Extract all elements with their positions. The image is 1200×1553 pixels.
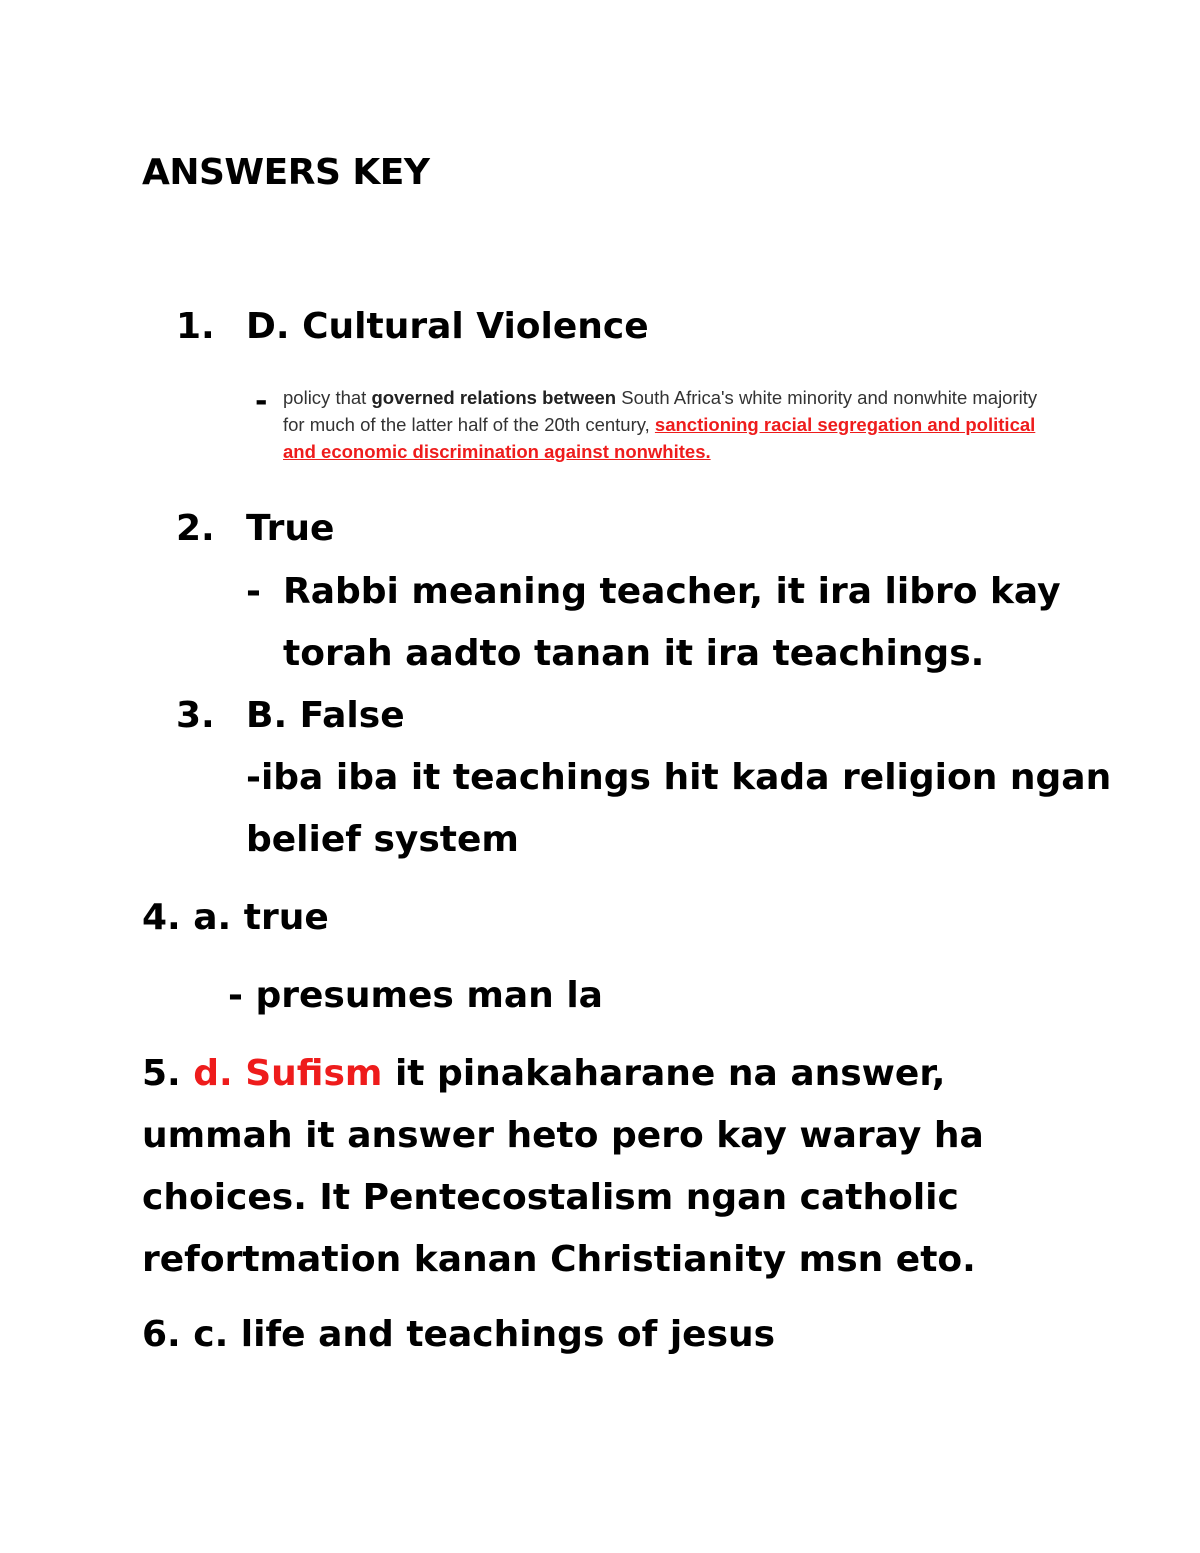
answer-2-dash: - (246, 571, 261, 612)
answer-number: 2. (176, 508, 215, 549)
answer-text: a. true (180, 897, 329, 938)
answer-highlight: d. Sufism (180, 1053, 383, 1094)
page-title: ANSWERS KEY (142, 152, 430, 193)
answer-number: 1. (176, 306, 215, 347)
explanation-text: South Africa's white minority and nonwhite majority for much of the latter half of the 20th century, (283, 387, 1038, 435)
answer-2-explanation-line2: torah aadto tanan it ira teachings. (283, 633, 985, 674)
answer-5-line3: choices. It Pentecostalism ngan catholic (142, 1177, 959, 1218)
answer-3-explanation-line2: belief system (246, 819, 519, 860)
answer-3-explanation-line1: -iba iba it teachings hit kada religion ngan (246, 757, 1112, 798)
answer-item-6: 6. c. life and teachings of jesus (142, 1314, 776, 1355)
answer-text: B. False (246, 695, 405, 736)
answer-number: 4. (142, 897, 181, 938)
explanation-bold: governed relations between (371, 387, 617, 408)
answer-5-line4: refortmation kanan Christianity msn eto. (142, 1239, 976, 1280)
answer-item-4 (142, 897, 329, 939)
answer-5-line2: ummah it answer heto pero kay waray ha (142, 1115, 984, 1156)
answer-text: it pinakaharane na answer, (382, 1053, 946, 1094)
bullet-dash: - (255, 384, 268, 419)
answer-text: D. Cultural Violence (246, 306, 649, 347)
answer-number: 3. (176, 695, 215, 736)
explanation-text: policy that (283, 387, 372, 408)
answer-2-explanation-line1: Rabbi meaning teacher, it ira libro kay (283, 571, 1061, 612)
answer-1-explanation (283, 384, 1043, 465)
answer-item-5 (142, 1053, 945, 1095)
explanation-highlight: sanctioning racial segregation and political and economic discrimination against nonwhites. (283, 414, 1036, 462)
answer-4-note: - presumes man la (228, 975, 603, 1016)
answer-text: True (246, 508, 335, 549)
answer-number: 5. (142, 1053, 181, 1094)
